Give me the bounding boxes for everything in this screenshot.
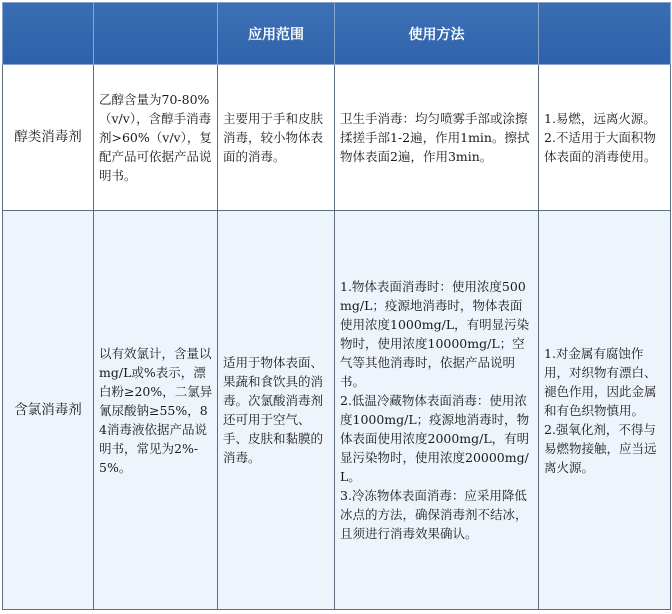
header-cell-usage: 使用方法 [335, 3, 539, 65]
composition-cell: 以有效氯计，含量以mg/L或%表示，漂白粉≥20%，二氯异氰尿酸钠≥55%，84消毒液依据产品说明书，常见为2%-5%。 [94, 211, 218, 610]
scope-cell: 主要用于手和皮肤消毒，较小物体表面的消毒。 [218, 65, 335, 211]
disinfectant-table [2, 2, 671, 610]
usage-line: 卫生手消毒：均匀喷雾手部或涂擦揉搓手部1-2遍，作用1min。擦拭物体表面2遍，作用3min。 [340, 111, 530, 164]
usage-line: 2.低温冷藏物体表面消毒：使用浓度1000mg/L；疫源地消毒时，物体表面使用浓度2000mg/L，有明显污染物时，使用浓度20000mg/L。 [340, 393, 530, 484]
composition-cell: 乙醇含量为70-80%（v/v），含醇手消毒剂>60%（v/v），复配产品可依据产品说明书。 [94, 65, 218, 211]
notes-line: 2.不适用于大面积物体表面的消毒使用。 [544, 130, 657, 164]
scope-cell: 适用于物体表面、果蔬和食饮具的消毒。次氯酸消毒剂还可用于空气、手、皮肤和黏膜的消毒。 [218, 211, 335, 610]
notes-cell [539, 65, 671, 211]
notes-cell [539, 211, 671, 610]
notes-line: 1.易燃，远离火源。 [544, 111, 656, 126]
header-cell-composition [94, 3, 218, 65]
usage-cell [335, 65, 539, 211]
table-row [3, 65, 671, 211]
header-cell-scope: 应用范围 [218, 3, 335, 65]
notes-line: 1.对金属有腐蚀作用，对织物有漂白、褪色作用，因此金属和有色织物慎用。 [544, 345, 657, 418]
header-cell-name [3, 3, 94, 65]
usage-line: 3.冷冻物体表面消毒：应采用降低冰点的方法，确保消毒剂不结冰，且须进行消毒效果确认。 [340, 488, 528, 541]
usage-line: 1.物体表面消毒时：使用浓度500mg/L；疫源地消毒时，物体表面使用浓度1000mg/L，有明显污染物时，使用浓度10000mg/L；空气等其他消毒时，依据产品说明书。 [340, 279, 530, 389]
disinfectant-name: 醇类消毒剂 [3, 65, 94, 211]
disinfectant-table-container [2, 2, 670, 610]
table-header-row [3, 3, 671, 65]
table-row [3, 211, 671, 610]
header-cell-notes [539, 3, 671, 65]
usage-cell [335, 211, 539, 610]
disinfectant-name: 含氯消毒剂 [3, 211, 94, 610]
notes-line: 2.强氧化剂，不得与易燃物接触，应当远离火源。 [544, 421, 657, 475]
